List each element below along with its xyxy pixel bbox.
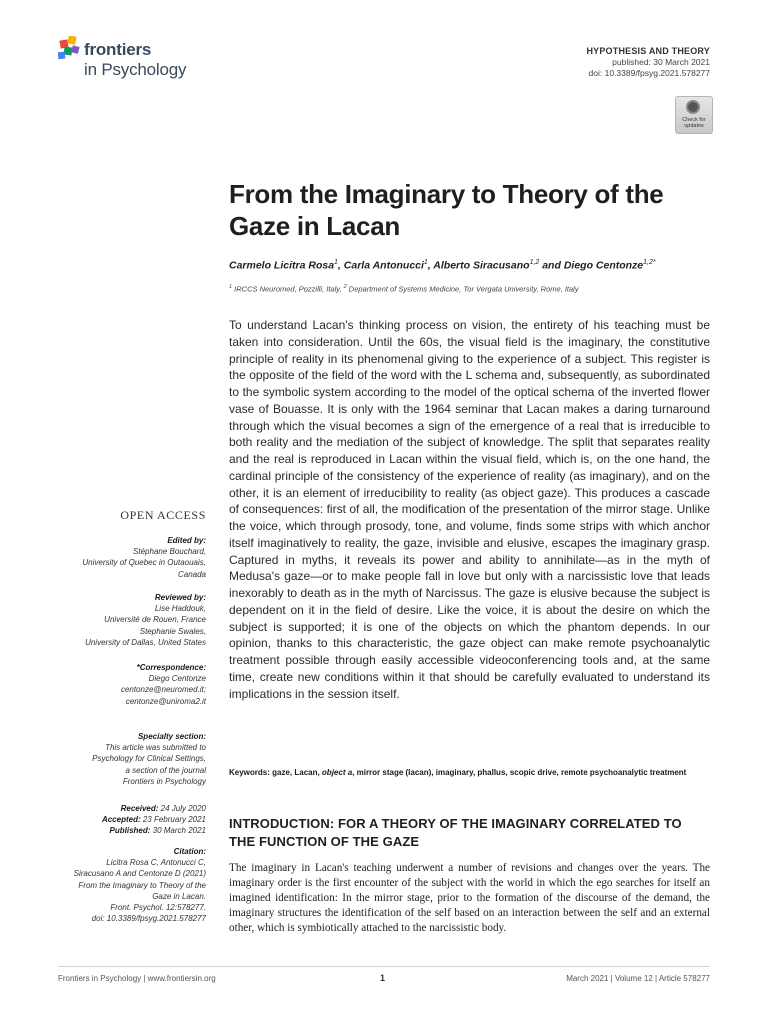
author-affiliation-marker: 1 <box>423 259 428 266</box>
edited-by-block <box>82 535 206 580</box>
citation-doi[interactable]: doi: 10.3389/fpsyg.2021.578277 <box>91 914 206 924</box>
article-header-meta <box>586 46 710 79</box>
intro-paragraph: The imaginary in Lacan's teaching underwent a number of revisions and changes over the years. The imaginary order is the first encounter of the subject with the world in which the ego searches for itself an imagined identification: In the mirror stage, prior to the formation of the discourse of the demand, the imaginary structures the identification of the self based on an interaction between the self and an external other, which is symbiotically attached to the narcissistic body. <box>229 862 710 934</box>
accepted-date <box>102 814 206 825</box>
author-name[interactable]: Diego Centonze <box>563 259 644 272</box>
author-name[interactable]: Carla Antonucci <box>343 259 424 272</box>
editor-line[interactable]: Stéphane Bouchard, <box>133 547 206 557</box>
specialty-line: Psychology for Clinical Settings, <box>92 754 206 764</box>
journal-logo[interactable] <box>58 36 218 82</box>
editor-line: University of Quebec in Outaouais, <box>82 558 206 568</box>
reviewed-by-block <box>85 592 206 648</box>
specialty-line: This article was submitted to <box>105 743 206 753</box>
frontiers-logo-icon <box>58 36 82 62</box>
check-for-updates-button[interactable] <box>675 96 713 134</box>
author-affiliation-marker: 1,2 <box>529 259 540 266</box>
footer-divider <box>58 966 710 967</box>
article-doi[interactable]: doi: 10.3389/fpsyg.2021.578277 <box>588 68 710 78</box>
edited-by-heading: Edited by: <box>167 536 206 545</box>
footer-journal-link[interactable]: Frontiers in Psychology | www.frontiersin.org <box>58 974 216 983</box>
page-number: 1 <box>380 973 386 983</box>
section-heading: INTRODUCTION: FOR A THEORY OF THE IMAGINARY CORRELATED TO THE FUNCTION OF THE GAZE <box>229 816 682 849</box>
specialty-heading: Specialty section: <box>137 732 206 741</box>
keywords-italic: object a <box>321 768 353 777</box>
keywords-label: Keywords: <box>229 768 273 777</box>
specialty-line: Frontiers in Psychology <box>122 776 206 786</box>
logo-journal-name: in Psychology <box>84 60 187 79</box>
keywords <box>229 767 710 778</box>
citation-line: From the Imaginary to Theory of the <box>78 880 206 890</box>
dates-block <box>102 803 206 837</box>
affiliation-text: Department of Systems Medicine, Tor Vergata University, Rome, Italy <box>346 284 579 294</box>
reviewer-line: Université de Rouen, France <box>104 615 206 625</box>
reviewer-line[interactable]: Stephanie Swales, <box>139 626 206 636</box>
published-date: published: 30 March 2021 <box>612 57 710 67</box>
editor-line: Canada <box>177 569 206 579</box>
affiliation-marker: 2 <box>343 284 347 290</box>
check-for-updates-label: Check for updates <box>682 117 706 129</box>
date-label: Accepted: <box>101 815 141 825</box>
correspondence-email[interactable]: centonze@neuromed.it; <box>120 685 206 695</box>
date-value: 24 July 2020 <box>158 804 206 813</box>
author-separator: , <box>427 259 434 272</box>
affiliation-text: IRCCS Neuromed, Pozzilli, Italy, <box>232 284 344 294</box>
keywords-text: gaze, Lacan, <box>272 768 322 777</box>
citation-heading: Citation: <box>173 847 206 856</box>
footer-issue-info: March 2021 | Volume 12 | Article 578277 <box>566 974 710 983</box>
article-type: HYPOTHESIS AND THEORY <box>586 46 710 56</box>
citation-line: Gaze in Lacan. <box>152 891 206 901</box>
correspondence-heading: *Correspondence: <box>136 663 206 672</box>
date-value: 23 February 2021 <box>140 815 206 825</box>
reviewer-line[interactable]: Lise Haddouk, <box>154 604 206 614</box>
logo-wordmark: frontiers <box>84 40 152 59</box>
published-date-sidebar <box>102 825 206 836</box>
specialty-line: a section of the journal <box>125 765 206 775</box>
citation-block <box>74 846 206 924</box>
author-name[interactable]: Alberto Siracusano <box>433 259 530 272</box>
check-for-updates-icon <box>686 100 700 114</box>
author-name[interactable]: Carmelo Licitra Rosa <box>229 259 335 272</box>
date-value: 30 March 2021 <box>150 826 206 836</box>
affiliations <box>229 284 729 294</box>
author-list <box>229 259 729 272</box>
date-label: Received: <box>120 804 159 813</box>
author-separator: , <box>337 259 344 272</box>
correspondence-line: Diego Centonze <box>148 674 206 684</box>
received-date <box>102 803 206 814</box>
specialty-section-block <box>92 731 206 787</box>
affiliation-marker: 1 <box>229 284 233 290</box>
keywords-text: , mirror stage (lacan), imaginary, phallus, scopic drive, remote psychoanalytic treatment <box>352 768 687 777</box>
author-affiliation-marker: 1,2* <box>643 259 656 266</box>
abstract: To understand Lacan's thinking process on vision, the entirety of his teaching must be taken into consideration. Until the 60s, the visual field is the imaginary, the constitutive principle of reality in its phenomenal giving to the experience of a subject. This register is the opposite of the field of the word with the L schema and, subsequently, as subordinated to the symbolic system according to the model of the optical schema of the inverted flower vase of Bouasse. It is only with the 1964 seminar that Lacan makes a daring turnaround through which the visual becomes a sign of the emergence of a real that is irreducible to both reality and the mediation of the subject of knowledge. The split that separates reality and the real is reproduced in Lacan within the visual field, which is, on the one hand, the cardinal principle of the consistency of the experience of reality (as imaginary), and on the other, it is an element of irreducibility to reality (as object gaze). This produces a cascade of consequences: first of all, the modification of the presentation of the mirror stage. Unlike the voice, which through prosody, tone, and volume, finds some strips with which anchor itself imaginatively to reality, the gaze, invisible and elusive, escapes the imaginary grasp. Captured in myths, it reveals its power and ability to annihilate—as in the myth of Medusa's gaze—or to make people fall in love but only with a narcissistic love that leads inexorably to death as in the myth of Narcissus. The gaze is elusive because the subject is dependent on it in the field of desire. Like the voice, it is about the desire on which the subject is supported; it is one of the objects on which the phantom depends. In our opinion, thanks to this characteristic, the gaze object can make remote psychoanalytic treatment possible through easily accessible videoconferencing tools and, at the same time, create new conditions within it that should be carefully evaluated to understand its implications in the session itself. <box>229 318 710 701</box>
correspondence-block <box>121 662 206 707</box>
author-affiliation-marker: 1 <box>334 259 338 266</box>
citation-line: Siracusano A and Centonze D (2021) <box>73 869 206 879</box>
citation-line: Front. Psychol. 12:578277. <box>110 903 206 913</box>
correspondence-email[interactable]: centonze@uniroma2.it <box>125 696 206 706</box>
date-label: Published: <box>109 826 151 836</box>
citation-line: Licitra Rosa C, Antonucci C, <box>106 858 206 868</box>
article-title: From the Imaginary to Theory of the Gaze in Lacan <box>229 179 664 241</box>
reviewed-by-heading: Reviewed by: <box>154 593 206 602</box>
open-access-label: OPEN ACCESS <box>120 508 206 522</box>
author-separator: and <box>539 259 564 272</box>
reviewer-line: University of Dallas, United States <box>85 637 206 647</box>
